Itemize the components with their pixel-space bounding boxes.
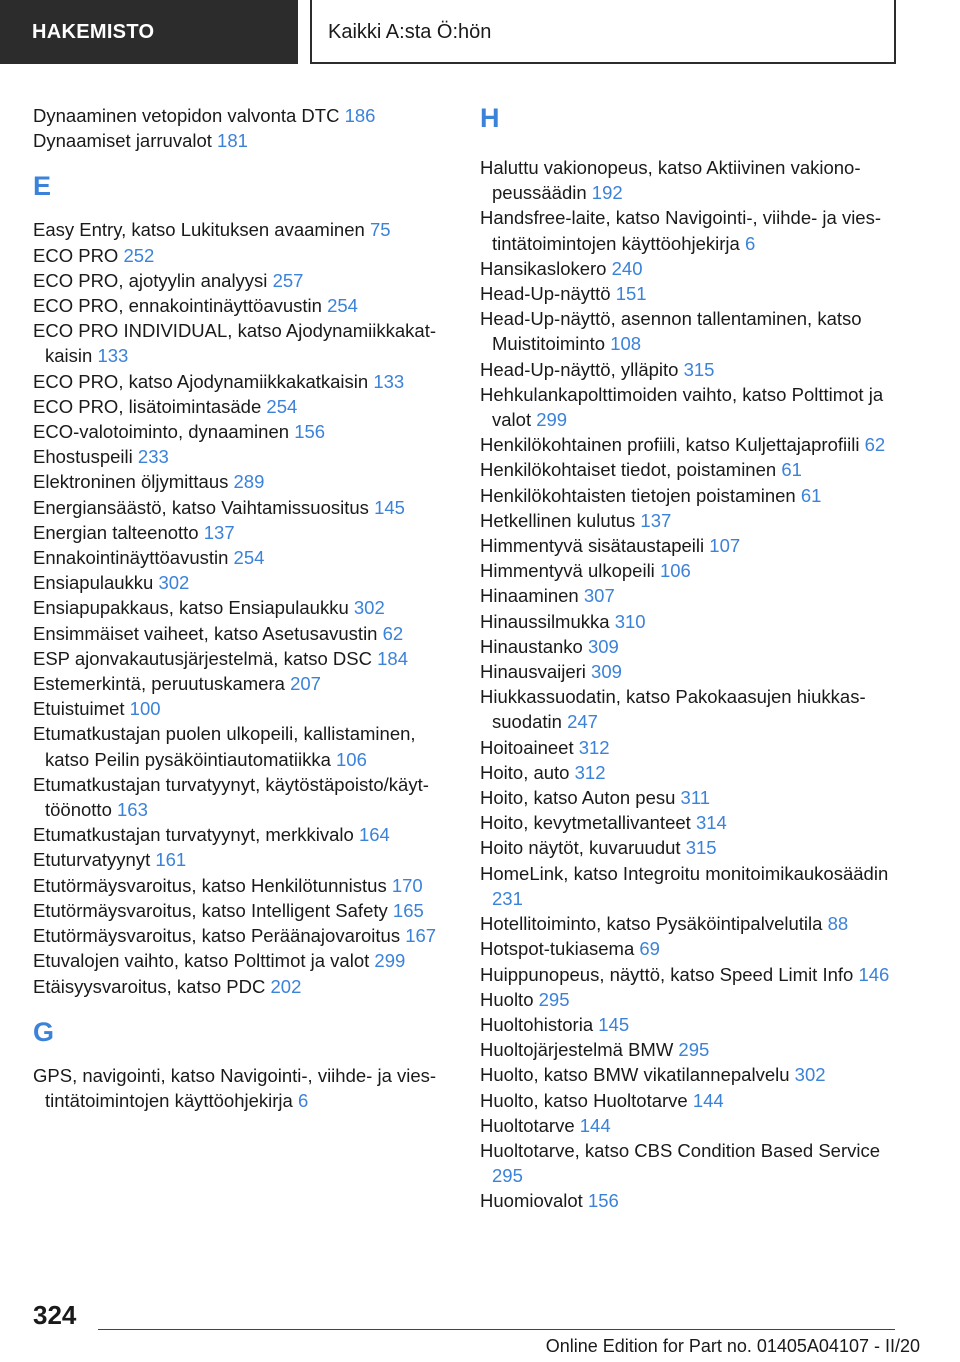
index-entry bbox=[480, 634, 910, 659]
index-entry-text: Huoltojärjestelmä BMW bbox=[480, 1039, 674, 1061]
index-entry-text: Dynaamiset jarruvalot bbox=[33, 130, 212, 152]
index-entry bbox=[480, 155, 910, 205]
index-entry-text: Ensimmäiset vaiheet, katso Asetusavustin bbox=[33, 622, 378, 644]
index-page-link[interactable]: 145 bbox=[374, 496, 405, 518]
index-entry-text: Huolto, katso BMW vikatilannepalvelu bbox=[480, 1064, 790, 1086]
index-page-link[interactable]: 295 bbox=[678, 1039, 710, 1061]
index-entry bbox=[33, 128, 453, 153]
index-entry-text: Hinaussilmukka bbox=[480, 610, 610, 632]
top-entries bbox=[33, 103, 453, 153]
index-entry-text: Huippunopeus, näyttö, katso Speed Limit Info bbox=[480, 963, 854, 985]
index-entry bbox=[480, 987, 910, 1012]
index-page-link[interactable]: 299 bbox=[536, 409, 568, 431]
index-page-link[interactable]: 307 bbox=[583, 585, 615, 607]
index-entry bbox=[33, 974, 453, 999]
index-page-link[interactable]: 192 bbox=[591, 182, 623, 204]
index-entry-text: ECO-valotoiminto, dynaaminen bbox=[33, 421, 290, 443]
index-page-link[interactable]: 254 bbox=[266, 395, 298, 417]
index-entry bbox=[33, 369, 453, 394]
index-entry-text: Hoito, katso Auton pesu bbox=[480, 787, 676, 809]
section-tab: HAKEMISTO bbox=[0, 0, 298, 64]
index-page-link[interactable]: 133 bbox=[373, 370, 405, 392]
footer-divider bbox=[98, 1329, 895, 1330]
index-entry-text: Etumatkustajan turvatyynyt, merkkivalo bbox=[33, 824, 354, 846]
index-page-link[interactable]: 6 bbox=[744, 232, 756, 254]
index-page-link[interactable]: 231 bbox=[492, 887, 523, 909]
index-page-link[interactable]: 108 bbox=[610, 333, 642, 355]
index-entry-text: Etutörmäysvaroitus, katso Henkilötunnistus bbox=[33, 874, 387, 896]
index-entry-text: Henkilökohtaiset tiedot, poistaminen bbox=[480, 459, 777, 481]
index-page-link[interactable]: 309 bbox=[587, 635, 619, 657]
index-entry bbox=[33, 103, 453, 128]
index-entry bbox=[480, 936, 910, 961]
section-subtitle: Kaikki A:sta Ö:hön bbox=[310, 0, 896, 64]
index-page-link[interactable]: 61 bbox=[781, 459, 802, 481]
index-page-link[interactable]: 254 bbox=[327, 295, 358, 317]
h-entries bbox=[480, 155, 910, 1214]
index-entry-text: Huoltotarve, katso CBS Condition Based Service bbox=[480, 1139, 881, 1161]
index-entry-text: Estemerkintä, peruutuskamera bbox=[33, 673, 285, 695]
index-entry-text: Huoltotarve bbox=[480, 1114, 575, 1136]
index-page-link[interactable]: 240 bbox=[611, 257, 643, 279]
index-page-link[interactable]: 88 bbox=[827, 913, 849, 935]
index-entry-text: Etäisyysvaroitus, katso PDC bbox=[33, 975, 266, 997]
index-page-link[interactable]: 144 bbox=[579, 1114, 611, 1136]
index-entry bbox=[33, 873, 453, 898]
index-entry bbox=[33, 545, 453, 570]
index-entry bbox=[480, 483, 910, 508]
index-entry-text: Etumatkustajan puolen ulkopeili, kallistaminen, katso Peilin pysäköintiautomatiikka bbox=[33, 723, 416, 770]
index-entry bbox=[33, 621, 453, 646]
index-entry bbox=[33, 671, 453, 696]
index-page-link[interactable]: 61 bbox=[800, 484, 822, 506]
index-entry-text: Head-Up-näyttö, ylläpito bbox=[480, 358, 679, 380]
index-page-link[interactable]: 289 bbox=[233, 471, 265, 493]
edition-text: Online Edition for Part no. 01405A04107 - II/20 bbox=[545, 1336, 920, 1356]
index-entry bbox=[33, 394, 453, 419]
index-page-link[interactable]: 62 bbox=[864, 434, 886, 456]
e-entries bbox=[33, 217, 453, 998]
index-entry bbox=[33, 772, 453, 822]
index-entry bbox=[480, 281, 910, 306]
index-page-link[interactable]: 167 bbox=[405, 925, 437, 947]
index-entry bbox=[480, 1062, 910, 1087]
index-entry bbox=[480, 205, 910, 255]
index-page-link[interactable]: 252 bbox=[123, 244, 155, 266]
index-letter-h: H bbox=[480, 103, 500, 133]
index-entry bbox=[480, 508, 910, 533]
index-entry-text: ESP ajonvakautusjärjestelmä, katso DSC bbox=[33, 647, 372, 669]
index-page-link[interactable]: 314 bbox=[695, 812, 727, 834]
index-page-link[interactable]: 165 bbox=[392, 899, 424, 921]
index-entry bbox=[480, 962, 910, 987]
index-page-link[interactable]: 295 bbox=[492, 1165, 523, 1187]
index-entry-text: ECO PRO, katso Ajodynamiikkakatkaisin bbox=[33, 370, 369, 392]
index-column-left bbox=[33, 103, 453, 1113]
index-entry-text: Himmentyvä sisätaustapeili bbox=[480, 535, 705, 557]
index-entry bbox=[33, 822, 453, 847]
index-entry bbox=[480, 1188, 910, 1213]
index-entry-text: Hoito, auto bbox=[480, 761, 570, 783]
index-page-link[interactable]: 257 bbox=[272, 269, 304, 291]
index-page-link[interactable]: 254 bbox=[233, 547, 265, 569]
index-entry bbox=[33, 847, 453, 872]
index-entry bbox=[33, 217, 453, 242]
index-entry-text: Etutörmäysvaroitus, katso Intelligent Safety bbox=[33, 899, 388, 921]
index-entry-text: ECO PRO bbox=[33, 244, 119, 266]
index-page-link[interactable]: 137 bbox=[640, 509, 672, 531]
index-entry-text: Huolto bbox=[480, 988, 534, 1010]
index-page-link[interactable]: 107 bbox=[709, 535, 741, 557]
index-entry-text: Dynaaminen vetopidon valvonta DTC bbox=[33, 105, 340, 126]
index-entry-text: Head-Up-näyttö, asennon tallentaminen, katso Muistitoiminto bbox=[480, 308, 862, 355]
index-entry-text: Hotellitoiminto, katso Pysäköintipalvelutila bbox=[480, 913, 823, 935]
index-entry-text: Etuvalojen vaihto, katso Polttimot ja valot bbox=[33, 950, 370, 972]
index-entry bbox=[480, 1138, 910, 1188]
index-entry-text: Elektroninen öljymittaus bbox=[33, 471, 229, 493]
index-entry bbox=[33, 520, 453, 545]
index-page-link[interactable]: 299 bbox=[374, 950, 406, 972]
index-page-link[interactable]: 163 bbox=[117, 799, 148, 821]
index-page-link[interactable]: 69 bbox=[639, 938, 660, 960]
index-entry-text: ECO PRO INDIVIDUAL, katso Ajodynamiikkakatkaisin bbox=[33, 320, 437, 367]
index-entry bbox=[33, 646, 453, 671]
index-letter-g: G bbox=[33, 1016, 55, 1047]
index-entry bbox=[480, 1037, 910, 1062]
index-entry-text: Hoitoaineet bbox=[480, 736, 574, 758]
index-entry bbox=[33, 444, 453, 469]
index-page-link[interactable]: 146 bbox=[858, 963, 890, 985]
index-entry bbox=[480, 256, 910, 281]
index-entry bbox=[480, 785, 910, 810]
index-entry bbox=[33, 419, 453, 444]
index-entry bbox=[33, 318, 453, 368]
index-entry-text: Henkilökohtainen profiili, katso Kuljettajaprofiili bbox=[480, 434, 860, 456]
index-page-link[interactable]: 151 bbox=[615, 283, 647, 305]
index-entry bbox=[33, 570, 453, 595]
index-entry-text: Etumatkustajan turvatyynyt, käytöstäpoisto/käyttöönotto bbox=[33, 773, 429, 821]
index-entry bbox=[480, 835, 910, 860]
index-page-link[interactable]: 170 bbox=[391, 874, 423, 896]
index-entry-text: Etuistuimet bbox=[33, 698, 125, 720]
index-entry bbox=[33, 595, 453, 620]
index-page-link[interactable]: 302 bbox=[794, 1064, 826, 1086]
index-entry bbox=[33, 268, 453, 293]
index-entry bbox=[480, 1088, 910, 1113]
index-page-link[interactable]: 137 bbox=[203, 521, 235, 543]
index-page-link[interactable]: 315 bbox=[685, 837, 717, 859]
index-entry-text: HomeLink, katso Integroitu monitoimikaukosäädin bbox=[480, 862, 889, 884]
index-page-link[interactable]: 302 bbox=[158, 572, 190, 594]
index-entry bbox=[480, 810, 910, 835]
index-entry-text: Etuturvatyynyt bbox=[33, 849, 151, 871]
index-entry bbox=[480, 861, 910, 911]
index-page-link[interactable]: 186 bbox=[344, 105, 376, 126]
index-page-link[interactable]: 156 bbox=[587, 1190, 619, 1212]
index-entry bbox=[33, 495, 453, 520]
index-page-link[interactable]: 181 bbox=[217, 130, 248, 152]
index-entry bbox=[480, 306, 910, 356]
index-page-link[interactable]: 312 bbox=[574, 761, 606, 783]
index-entry bbox=[33, 898, 453, 923]
index-entry bbox=[480, 1113, 910, 1138]
index-entry bbox=[33, 293, 453, 318]
index-page-link[interactable]: 315 bbox=[683, 358, 715, 380]
index-entry bbox=[33, 923, 453, 948]
index-entry bbox=[33, 1063, 453, 1113]
index-entry bbox=[33, 696, 453, 721]
index-entry bbox=[480, 760, 910, 785]
index-entry bbox=[480, 659, 910, 684]
index-entry-text: Himmentyvä ulkopeili bbox=[480, 560, 655, 582]
index-entry-text: Hiukkassuodatin, katso Pakokaasujen hiukkassuodatin bbox=[480, 686, 866, 733]
index-entry-text: Hotspot-tukiasema bbox=[480, 938, 635, 960]
index-entry-text: Hinaustanko bbox=[480, 635, 583, 657]
index-entry bbox=[480, 609, 910, 634]
index-entry bbox=[480, 1012, 910, 1037]
index-entry-text: Hoito näytöt, kuvaruudut bbox=[480, 837, 681, 859]
index-letter-e: E bbox=[33, 171, 52, 202]
index-entry-text: Ennakointinäyttöavustin bbox=[33, 547, 229, 569]
index-entry-text: Haluttu vakionopeus, katso Aktiivinen vakionopeussäädin bbox=[480, 157, 861, 204]
index-page-link[interactable]: 309 bbox=[591, 661, 622, 683]
index-page-link[interactable]: 302 bbox=[353, 597, 385, 619]
index-page-link[interactable]: 202 bbox=[270, 975, 302, 997]
index-entry bbox=[480, 533, 910, 558]
index-page-link[interactable]: 156 bbox=[294, 421, 326, 443]
index-entry-text: Energian talteenotto bbox=[33, 521, 199, 543]
index-entry-text: Hehkulankapolttimoiden vaihto, katso Polttimot ja valot bbox=[480, 383, 884, 431]
index-entry bbox=[33, 243, 453, 268]
index-page-link[interactable]: 310 bbox=[614, 610, 646, 632]
index-page-link[interactable]: 106 bbox=[659, 560, 691, 582]
index-entry-text: Huomiovalot bbox=[480, 1190, 583, 1212]
index-entry-text: Energiansäästö, katso Vaihtamissuositus bbox=[33, 496, 369, 518]
index-entry bbox=[480, 382, 910, 432]
index-entry bbox=[33, 721, 453, 771]
index-entry-text: Easy Entry, katso Lukituksen avaaminen bbox=[33, 219, 365, 241]
index-entry-text: Henkilökohtaisten tietojen poistaminen bbox=[480, 484, 796, 506]
index-entry-text: ECO PRO, ennakointinäyttöavustin bbox=[33, 295, 322, 317]
index-entry bbox=[33, 948, 453, 973]
index-page-link[interactable]: 207 bbox=[290, 673, 321, 695]
index-entry-text: ECO PRO, lisätoimintasäde bbox=[33, 395, 262, 417]
index-page-link[interactable]: 145 bbox=[598, 1013, 630, 1035]
index-entry-text: Head-Up-näyttö bbox=[480, 283, 611, 305]
index-page-link[interactable]: 184 bbox=[377, 647, 409, 669]
index-entry-text: Handsfree-laite, katso Navigointi-, viihde- ja viestintätoimintojen käyttöohjekirja bbox=[480, 207, 882, 254]
index-page-link[interactable]: 312 bbox=[578, 736, 610, 758]
index-page-link[interactable]: 106 bbox=[336, 748, 367, 770]
index-page-link[interactable]: 161 bbox=[155, 849, 187, 871]
index-entry-text: Hetkellinen kulutus bbox=[480, 509, 636, 531]
index-entry bbox=[480, 583, 910, 608]
index-page-link[interactable]: 6 bbox=[297, 1089, 309, 1111]
index-entry-text: ECO PRO, ajotyylin analyysi bbox=[33, 269, 268, 291]
index-entry-text: Huoltohistoria bbox=[480, 1013, 594, 1035]
index-entry-text: Hinausvaijeri bbox=[480, 661, 586, 683]
index-entry bbox=[480, 735, 910, 760]
index-entry-text: Etutörmäysvaroitus, katso Peräänajovaroitus bbox=[33, 925, 401, 947]
index-entry bbox=[33, 469, 453, 494]
index-page-link[interactable]: 133 bbox=[97, 345, 129, 367]
index-entry-text: Huolto, katso Huoltotarve bbox=[480, 1089, 688, 1111]
index-entry-text: Hoito, kevytmetallivanteet bbox=[480, 812, 691, 834]
index-entry bbox=[480, 558, 910, 583]
index-page-link[interactable]: 62 bbox=[382, 622, 404, 644]
index-page-link[interactable]: 144 bbox=[692, 1089, 724, 1111]
index-page-link[interactable]: 75 bbox=[369, 219, 391, 241]
page-header bbox=[0, 0, 960, 66]
index-entry-text: Hansikaslokero bbox=[480, 257, 607, 279]
index-entry bbox=[480, 457, 910, 482]
index-page-link[interactable]: 100 bbox=[129, 698, 161, 720]
index-page-link[interactable]: 295 bbox=[538, 988, 570, 1010]
index-entry-text: GPS, navigointi, katso Navigointi-, viihde- ja viestintätoimintojen käyttöohjekirja bbox=[33, 1064, 437, 1111]
index-page-link[interactable]: 311 bbox=[680, 787, 711, 809]
page-number: 324 bbox=[33, 1300, 77, 1330]
index-entry-text: Ensiapupakkaus, katso Ensiapulaukku bbox=[33, 597, 349, 619]
index-entry-text: Ehostuspeili bbox=[33, 446, 133, 468]
index-entry-text: Hinaaminen bbox=[480, 585, 579, 607]
index-entry bbox=[480, 684, 910, 734]
index-entry bbox=[480, 432, 910, 457]
index-page-link[interactable]: 247 bbox=[567, 711, 598, 733]
index-column-right bbox=[480, 103, 910, 1214]
index-page-link[interactable]: 233 bbox=[137, 446, 169, 468]
index-page-link[interactable]: 164 bbox=[358, 824, 390, 846]
index-entry bbox=[480, 911, 910, 936]
index-entry-text: Ensiapulaukku bbox=[33, 572, 154, 594]
g-entries bbox=[33, 1063, 453, 1113]
index-entry bbox=[480, 357, 910, 382]
